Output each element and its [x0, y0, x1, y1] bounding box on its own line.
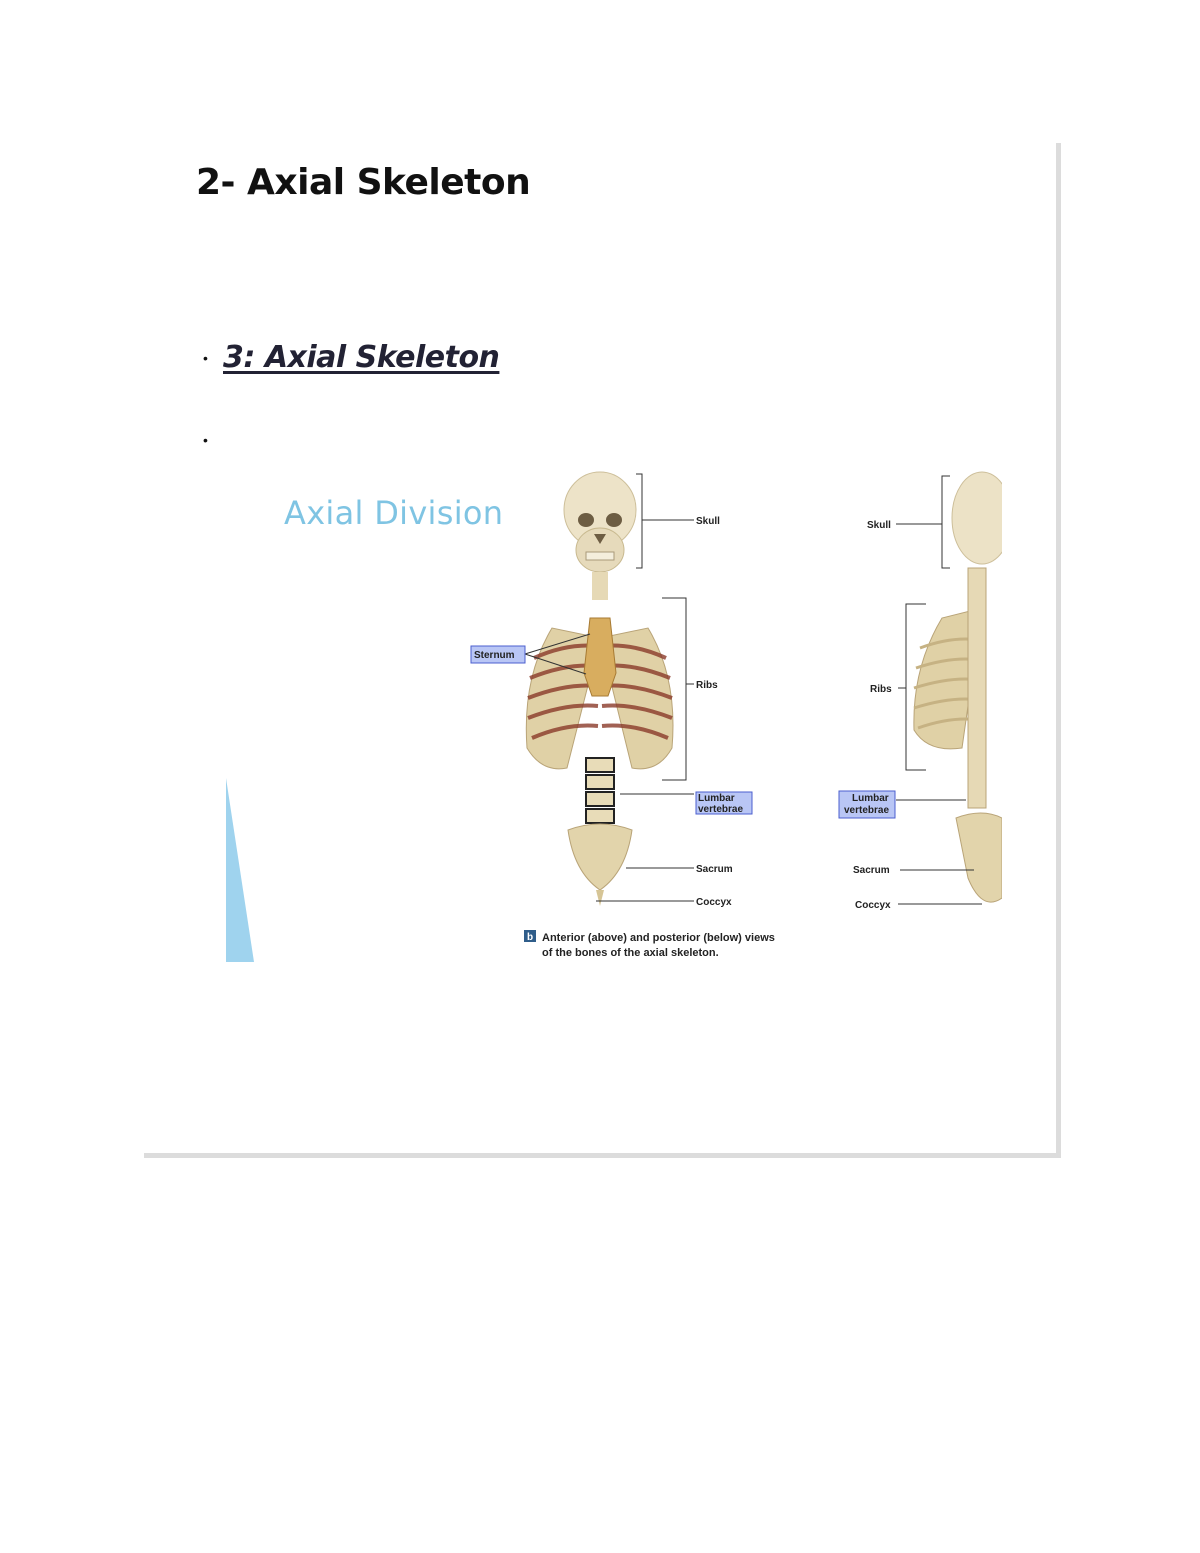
label-sacrum-posterior: Sacrum — [853, 865, 890, 876]
label-ribs: Ribs — [696, 680, 718, 691]
figure-caption — [524, 930, 775, 959]
bullet-item — [203, 340, 499, 375]
label-sacrum: Sacrum — [696, 864, 733, 875]
anterior-skeleton — [526, 472, 673, 906]
label-sternum: Sternum — [474, 650, 515, 661]
posterior-labels — [839, 520, 895, 911]
slide-title: Axial Division — [284, 494, 504, 532]
axial-skeleton-figure — [222, 468, 1002, 962]
label-skull: Skull — [696, 516, 720, 527]
slide-image — [222, 468, 1002, 962]
label-vertebrae: vertebrae — [698, 804, 744, 815]
label-ribs-posterior: Ribs — [870, 684, 892, 695]
subheading-link[interactable]: 3: Axial Skeleton — [223, 340, 500, 375]
caption-badge-letter: b — [527, 932, 534, 943]
label-lumbar-posterior: Lumbar — [852, 793, 889, 804]
caption-line-2: of the bones of the axial skeleton. — [542, 947, 719, 959]
label-skull-posterior: Skull — [867, 520, 891, 531]
bullet-mark: • — [203, 349, 208, 366]
posterior-skeleton — [914, 472, 1002, 902]
page-title: 2- Axial Skeleton — [196, 162, 531, 203]
label-coccyx: Coccyx — [696, 897, 732, 908]
bullet-item-empty — [203, 432, 223, 448]
bullet-mark: • — [203, 432, 208, 448]
label-vertebrae-posterior: vertebrae — [844, 805, 890, 816]
label-coccyx-posterior: Coccyx — [855, 900, 891, 911]
label-lumbar: Lumbar — [698, 793, 735, 804]
caption-line-1: Anterior (above) and posterior (below) views — [542, 932, 775, 944]
